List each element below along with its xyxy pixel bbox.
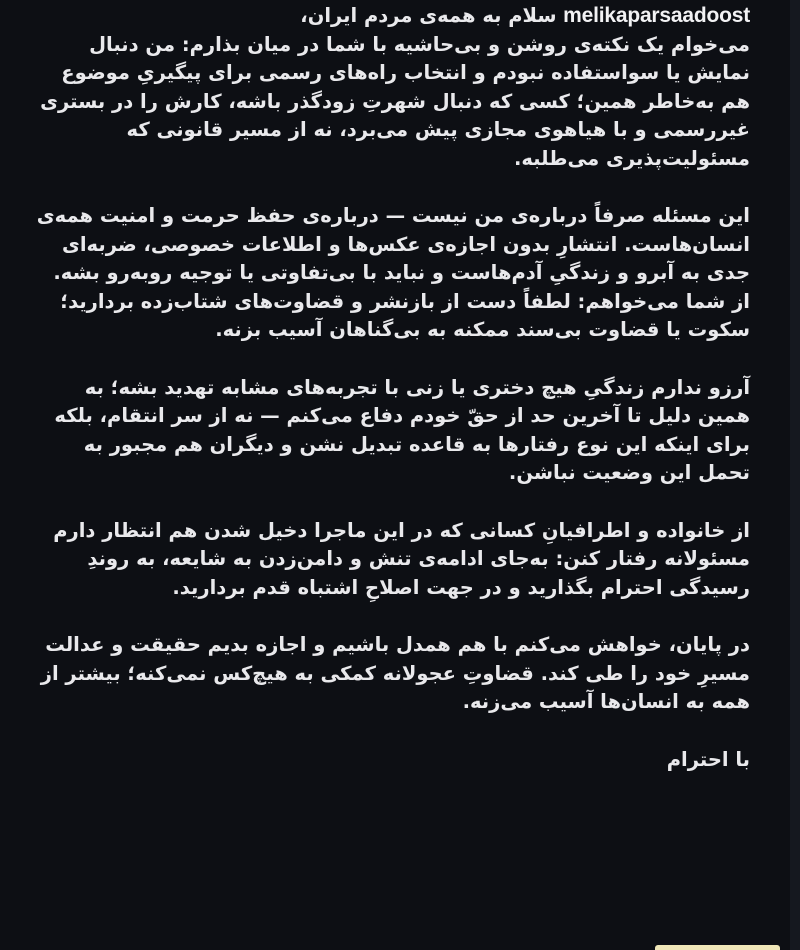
greeting-text: سلام به همه‌ی مردم ایران، bbox=[300, 4, 557, 27]
username-link[interactable]: melikaparsaadoost bbox=[563, 4, 750, 27]
caption-line: از خانواده و اطرافیانِ کسانی که در این ماجرا دخیل شدن هم انتظار دارم bbox=[53, 518, 750, 542]
caption-line: غیررسمی و با هیاهوی مجازی پیش می‌برد، نه از مسیر قانونی که bbox=[126, 118, 750, 141]
caption-signoff bbox=[60, 746, 750, 775]
caption-line: مسیرِ خود را طی کند. قضاوتِ عجولانه کمکی به هیچ‌کس نمی‌کنه؛ بیشتر از bbox=[40, 661, 750, 685]
caption-line: جدی به آبرو و زندگیِ آدم‌هاست و نباید با بی‌تفاوتی یا توجیه روبه‌رو بشه. bbox=[53, 261, 750, 284]
caption-line: هم به‌خاطر همین؛ کسی که دنبال شهرتِ زودگذر باشه، کارش را در بستری bbox=[40, 89, 750, 113]
caption-paragraph-5 bbox=[40, 631, 750, 717]
caption-paragraph-2 bbox=[36, 202, 750, 345]
caption-line: سکوت یا قضاوت بی‌سند ممکنه به بی‌گناهان آسیب بزنه. bbox=[215, 318, 750, 341]
caption-line: انسان‌هاست. انتشارِ بدون اجازه‌ی عکس‌ها و اطلاعات خصوصی، ضربه‌ای bbox=[61, 232, 750, 256]
caption-paragraph-4 bbox=[53, 517, 750, 603]
caption-first-line bbox=[60, 2, 750, 31]
caption-line: همه به انسان‌ها آسیب می‌زنه. bbox=[462, 690, 750, 713]
caption-line: تحمل این وضعیت نباشن. bbox=[508, 461, 750, 484]
caption-line: این مسئله صرفاً درباره‌ی من نیست — درباره‌ی حفظ حرمت و امنیت همه‌ی bbox=[36, 204, 750, 227]
post-caption bbox=[36, 2, 750, 803]
signoff-text: با احترام bbox=[666, 747, 750, 771]
caption-line: نمایش یا سواستفاده نبودم و انتخاب راه‌های رسمی برای پیگیریِ موضوع bbox=[61, 61, 750, 84]
caption-line: مسئولانه رفتار کنن: به‌جای ادامه‌ی تنش و دامن‌زدن به شایعه، به روندِ bbox=[87, 547, 750, 570]
caption-intro bbox=[40, 2, 750, 173]
caption-line: آرزو ندارم زندگیِ هیچ دختری یا زنی با تجربه‌های مشابه تهدید بشه؛ به bbox=[84, 375, 750, 399]
caption-line: در پایان، خواهش می‌کنم با هم همدل باشیم و اجازه بدیم حقیقت و عدالت bbox=[45, 633, 750, 656]
caption-line: از شما می‌خواهم: لطفاً دست از بازنشر و قضاوت‌های شتاب‌زده بردارید؛ bbox=[60, 289, 750, 313]
bottom-highlight-bar bbox=[655, 945, 780, 950]
caption-line: برای اینکه این نوع رفتارها به قاعده تبدیل نشن و دیگران هم مجبور به bbox=[83, 432, 750, 456]
caption-line: مسئولیت‌پذیری می‌طلبه. bbox=[513, 146, 750, 170]
right-edge-strip bbox=[790, 0, 800, 950]
caption-paragraph-3 bbox=[54, 374, 750, 488]
caption-line: همین دلیل تا آخرین حد از حقّ خودم دفاع می‌کنم — نه از سر انتقام، بلکه bbox=[54, 404, 750, 427]
caption-line: رسیدگی احترام بگذارید و در جهت اصلاحِ اشتباه قدم بردارید. bbox=[172, 575, 750, 599]
caption-line: می‌خوام یک نکته‌ی روشن و بی‌حاشیه با شما در میان بذارم: من دنبال bbox=[89, 32, 750, 56]
